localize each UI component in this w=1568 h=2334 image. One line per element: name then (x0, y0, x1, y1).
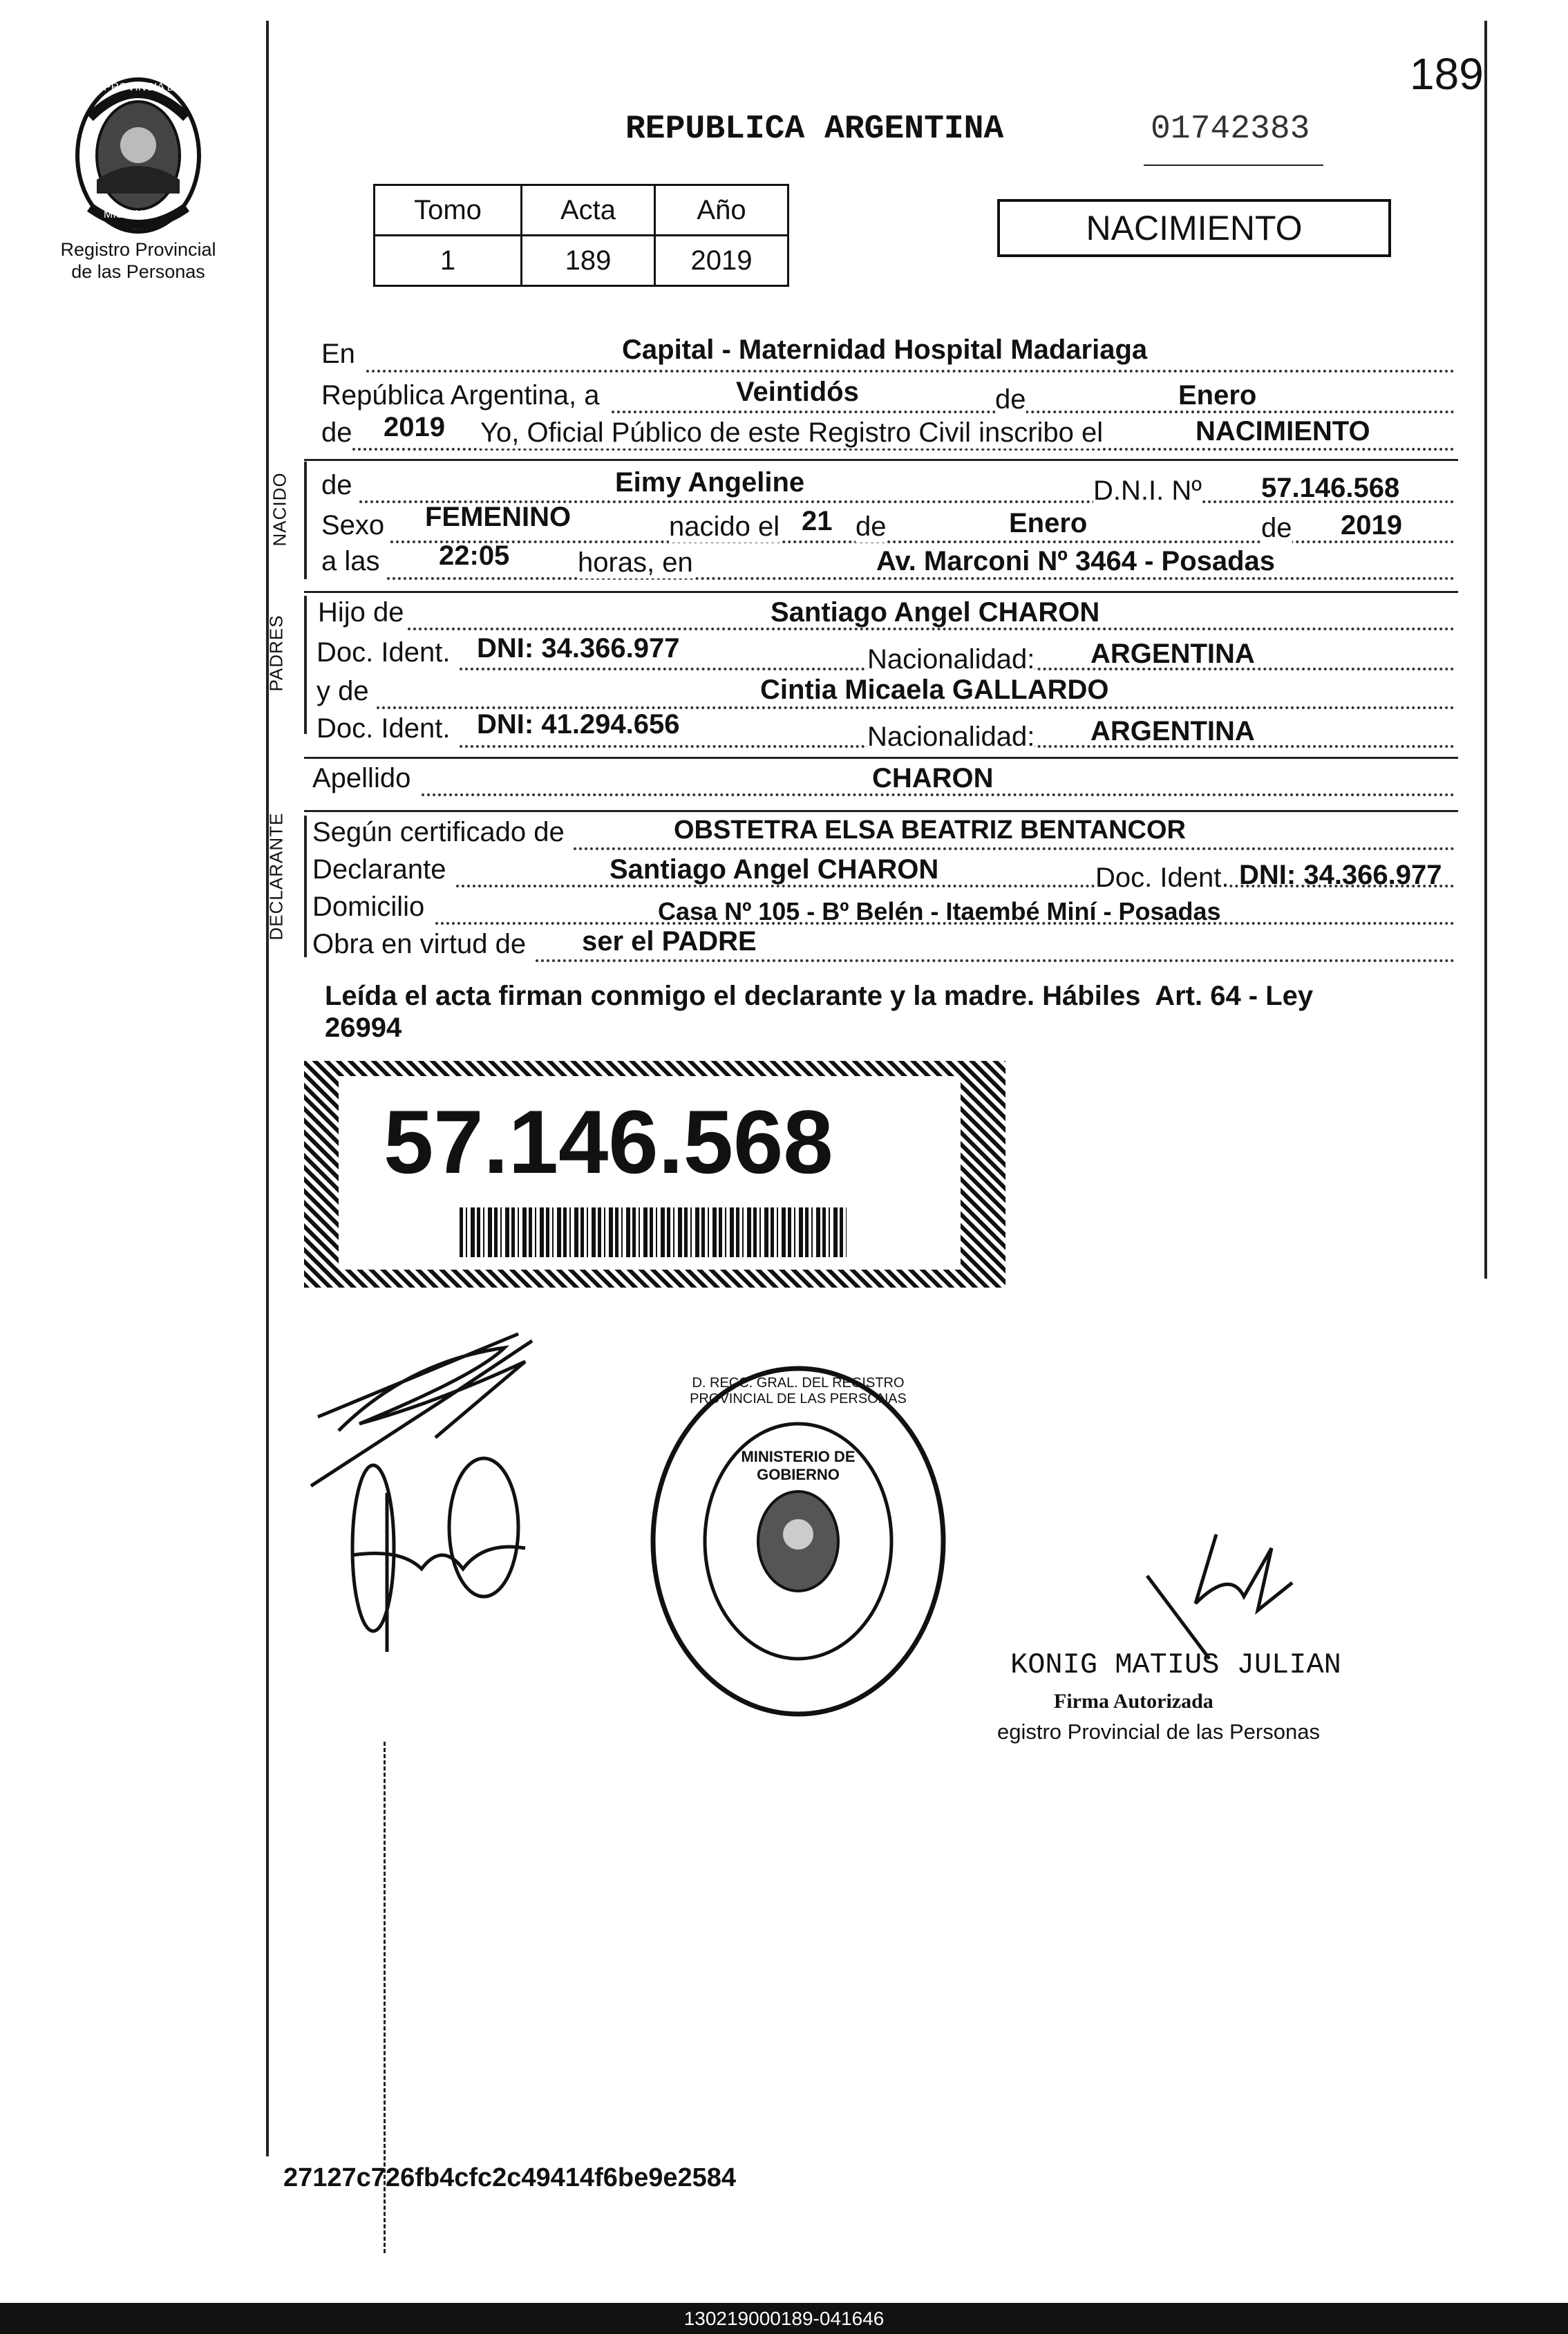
header-ano: Año (655, 185, 788, 236)
yde-label: y de (317, 676, 369, 706)
obra-value: ser el PADRE (582, 926, 757, 957)
sexo-dots (390, 540, 1455, 543)
hijo-label: Hijo de (318, 597, 404, 628)
obra-label: Obra en virtud de (312, 929, 527, 959)
en-label: En (321, 339, 355, 369)
page-number: 189 (1410, 49, 1484, 99)
birth-time: 22:05 (439, 540, 510, 571)
birth-de-label: de (856, 511, 887, 542)
child-name: Eimy Angeline (615, 467, 805, 498)
signature-official (1133, 1521, 1299, 1666)
dni-label: D.N.I. Nº (1093, 476, 1202, 506)
closing-line1: Leída el acta firman conmigo el declarante y la madre. Hábiles Art. 64 - Ley (325, 981, 1314, 1011)
seal-inner-text: MINISTERIO DE GOBIERNO (741, 1448, 856, 1483)
declarante-label: Declarante (312, 854, 446, 885)
time-dots (387, 577, 1455, 580)
mother-doc-label: Doc. Ident. (317, 713, 451, 744)
inscribo-label: Yo, Oficial Público de este Registro Civil inscribo el (480, 417, 1104, 448)
padres-bar (304, 596, 307, 734)
father-name: Santiago Angel CHARON (771, 597, 1100, 628)
divider-3 (304, 757, 1458, 759)
divider-2 (304, 591, 1458, 593)
birth-place: Av. Marconi Nº 3464 - Posadas (876, 546, 1276, 576)
section-declarante: DECLARANTE (265, 812, 287, 941)
act-type-box: NACIMIENTO (997, 199, 1391, 257)
signatory-role: Firma Autorizada (1054, 1690, 1213, 1713)
right-margin-line (1484, 21, 1487, 1279)
declarante-doc-label: Doc. Ident. (1095, 863, 1229, 893)
dni-barcode-panel (304, 1061, 1005, 1288)
issuer-name-line2: de las Personas (71, 261, 205, 282)
de-label: de (995, 384, 1026, 415)
signatory-office: egistro Provincial de las Personas (997, 1720, 1320, 1744)
place-dots (366, 370, 1455, 373)
horas-label: horas, en (578, 547, 693, 578)
nacido-bar (304, 462, 307, 579)
serial-underline (1144, 164, 1323, 166)
birth-year: 2019 (1341, 510, 1402, 540)
nacido-el-label: nacido el (669, 511, 780, 542)
sexo-value: FEMENINO (425, 502, 572, 532)
divider-4 (304, 810, 1458, 812)
header-tomo: Tomo (375, 185, 522, 236)
domicilio-value: Casa Nº 105 - Bº Belén - Itaembé Miní - Posadas (658, 897, 1221, 925)
barcode-inner (339, 1076, 961, 1270)
logo-text-top: PROVINCIA DE (104, 82, 182, 93)
declarante-doc: DNI: 34.366.977 (1239, 860, 1442, 890)
apellido-label: Apellido (312, 763, 411, 793)
month-value: Enero (1178, 380, 1257, 411)
birth-de2-label: de (1261, 513, 1292, 543)
father-doc-label: Doc. Ident. (317, 637, 451, 668)
mother-nat: ARGENTINA (1090, 716, 1255, 746)
year-value: 2019 (384, 412, 445, 442)
republica-label: República Argentina, a (321, 380, 600, 411)
value-ano: 2019 (655, 236, 788, 286)
alas-label: a las (321, 546, 380, 576)
declarante-value: Santiago Angel CHARON (610, 854, 939, 885)
value-tomo: 1 (375, 236, 522, 286)
issuer-name-line1: Registro Provincial (60, 239, 216, 260)
father-doc: DNI: 34.366.977 (477, 633, 680, 664)
section-padres: PADRES (265, 614, 287, 692)
barcode-number: 57.146.568 (384, 1091, 833, 1192)
father-nat: ARGENTINA (1090, 639, 1255, 669)
barcode-icon (460, 1207, 847, 1257)
footer-code: 130219000189-041646 (0, 2303, 1568, 2334)
logo-text-bottom: MISIONES (104, 209, 158, 220)
section-nacido: NACIDO (269, 472, 290, 547)
declarante-bar (304, 816, 307, 957)
child-dni: 57.146.568 (1261, 473, 1400, 503)
left-margin-line (266, 21, 269, 2156)
domicilio-label: Domicilio (312, 892, 425, 922)
registry-table (373, 184, 789, 287)
header-acta: Acta (522, 185, 655, 236)
de2-label: de (321, 417, 352, 448)
mother-name: Cintia Micaela GALLARDO (760, 675, 1109, 705)
official-seal (643, 1358, 954, 1724)
apellido-value: CHARON (872, 763, 994, 793)
nacido-de-label: de (321, 470, 352, 500)
mother-nat-label: Nacionalidad: (867, 722, 1035, 752)
day-words: Veintidós (736, 377, 859, 407)
signature-madre (346, 1451, 546, 1673)
value-acta: 189 (522, 236, 655, 286)
issuer-name (35, 238, 242, 283)
document-title: REPUBLICA ARGENTINA (625, 111, 1004, 148)
obra-dots (536, 959, 1455, 962)
cert-dots (574, 847, 1455, 850)
seal-outer-text: D. RECC. GRAL. DEL REGISTRO PROVINCIAL DE LAS PERSONAS (690, 1375, 907, 1406)
day-dots (612, 411, 1455, 413)
closing-text (325, 980, 1313, 1044)
signatory-name: KONIG MATIUS JULIAN (1010, 1648, 1341, 1682)
cert-label: Según certificado de (312, 817, 565, 847)
document-hash: 27127c726fb4cfc2c49414f6be9e2584 (283, 2163, 736, 2192)
serial-number: 01742383 (1151, 111, 1310, 148)
cert-value: OBSTETRA ELSA BEATRIZ BENTANCOR (674, 816, 1186, 845)
sexo-label: Sexo (321, 510, 385, 540)
birth-day: 21 (802, 506, 833, 536)
birth-month: Enero (1009, 508, 1088, 538)
father-nat-label: Nacionalidad: (867, 644, 1035, 675)
divider-1 (304, 459, 1458, 461)
act-value: NACIMIENTO (1196, 416, 1370, 446)
closing-line2: 26994 (325, 1013, 402, 1043)
place-value: Capital - Maternidad Hospital Madariaga (622, 335, 1148, 365)
mother-doc: DNI: 41.294.656 (477, 709, 680, 740)
